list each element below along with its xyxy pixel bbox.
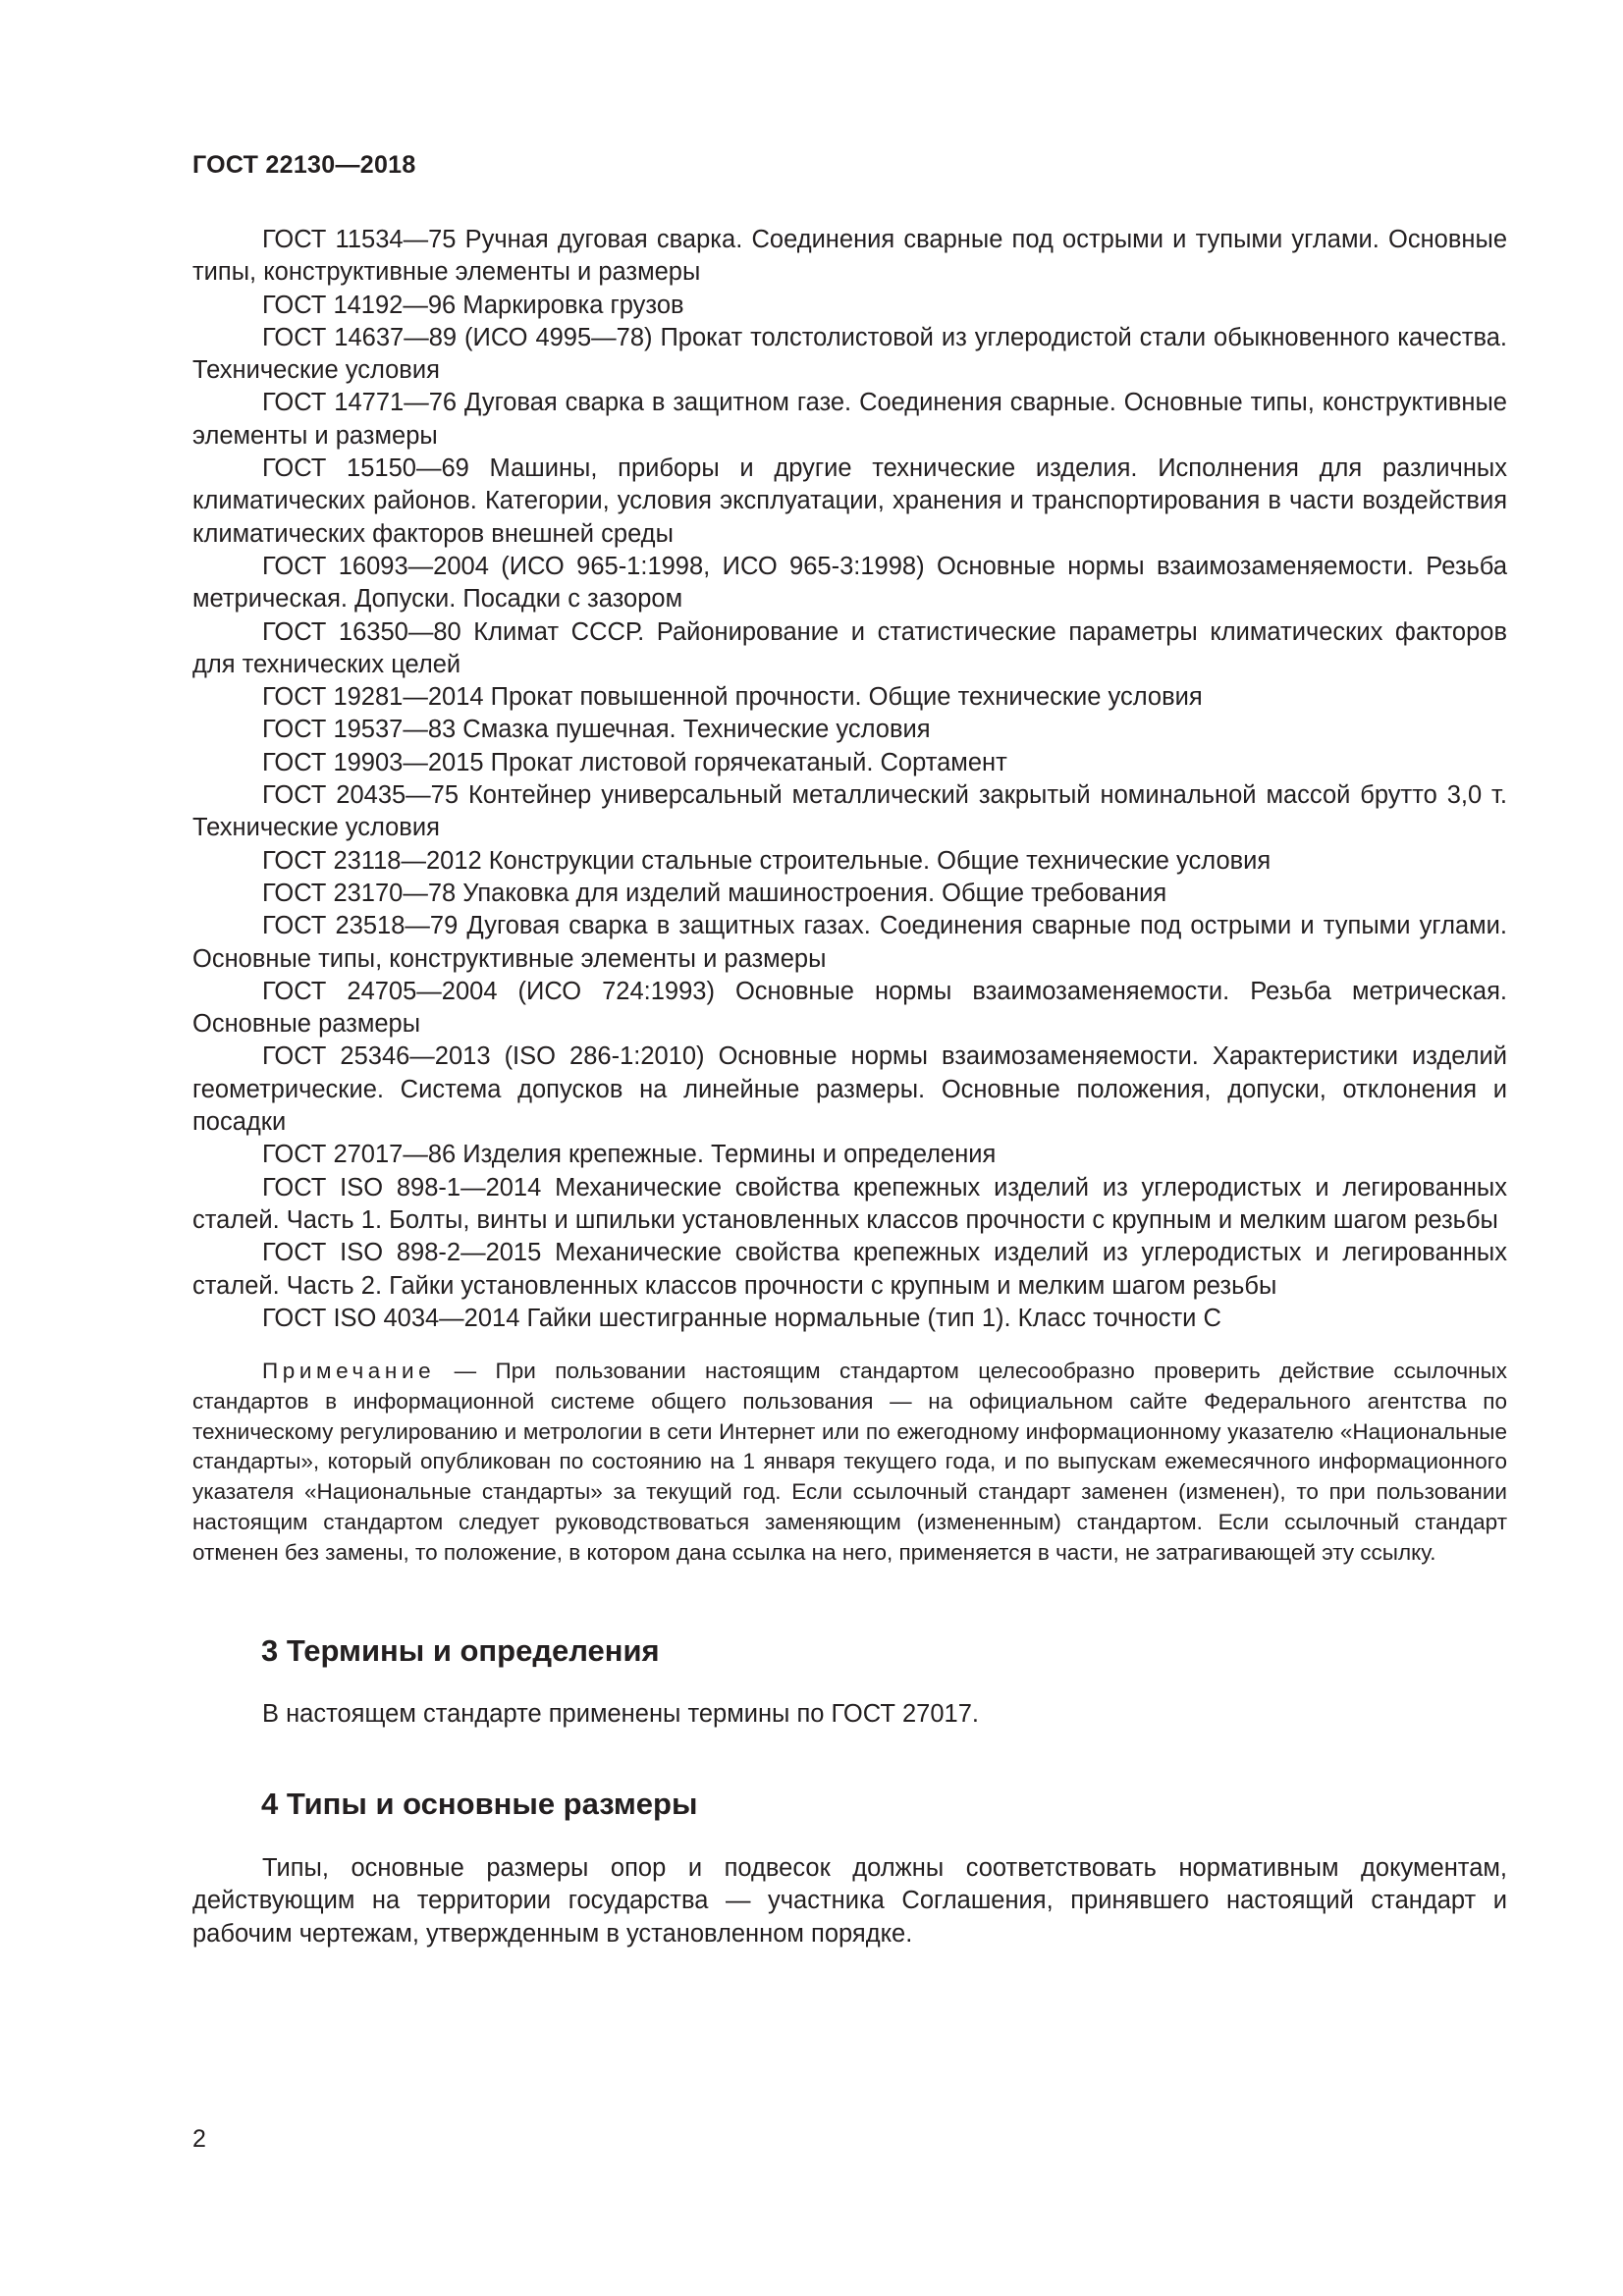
- note-label: Примечание: [262, 1359, 436, 1384]
- note-paragraph: [192, 1357, 1507, 1569]
- reference-item: ГОСТ ISO 898-2—2015 Механические свойства крепежных изделий из углеродистых и легированных сталей. Часть 2. Гайки установленных классов прочности с крупным и мелким шагом резьбы: [192, 1239, 1507, 1300]
- reference-item: ГОСТ ISO 898-1—2014 Механические свойства крепежных изделий из углеродистых и легированных сталей. Часть 1. Болты, винты и шпильки установленных классов прочности с крупным и мелким шагом резьбы: [192, 1173, 1507, 1234]
- section-4-heading: 4 Типы и основные размеры: [261, 1786, 698, 1821]
- section-4-text: Типы, основные размеры опор и подвесок должны соответствовать нормативным документам, действующим на территории государства — участника Соглашения, принявшего настоящий стандарт и рабочим чертежам, утвержденным в установленном порядке.: [192, 1853, 1507, 1948]
- reference-item: ГОСТ 11534—75 Ручная дуговая сварка. Соединения сварные под острыми и тупыми углами. Основные типы, конструктивные элементы и размеры: [192, 226, 1507, 287]
- note-text: — При пользовании настоящим стандартом целесообразно проверить действие ссылочных стандартов в информационной системе общего пользования — на официальном сайте Федерального агентства по техническому регулированию и метрологии в сети Интернет или по ежегодному информационному указателю «Национальные стандарты», который опубликован по состоянию на 1 января текущего года, и по выпускам ежемесячного информационного указателя «Национальные стандарты» за текущий год. Если ссылочный стандарт заменен (изменен), то при пользовании настоящим стандартом следует руководствоваться заменяющим (измененным) стандартом. Если ссылочный стандарт отменен без замены, то положение, в котором дана ссылка на него, применяется в части, не затрагивающей эту ссылку.: [192, 1359, 1507, 1565]
- section-3-heading: 3 Термины и определения: [261, 1632, 660, 1668]
- page-content: [192, 224, 1507, 1950]
- reference-item: ГОСТ 14637—89 (ИСО 4995—78) Прокат толстолистовой из углеродистой стали обыкновенного качества. Технические условия: [192, 323, 1507, 385]
- reference-item: ГОСТ 27017—86 Изделия крепежные. Термины и определения: [262, 1141, 997, 1169]
- normative-references-list: [192, 224, 1507, 1335]
- reference-item: ГОСТ 24705—2004 (ИСО 724:1993) Основные нормы взаимозаменяемости. Резьба метрическая. Основные размеры: [192, 977, 1507, 1039]
- reference-item: ГОСТ 19281—2014 Прокат повышенной прочности. Общие технические условия: [262, 683, 1203, 712]
- reference-item: ГОСТ 19903—2015 Прокат листовой горячекатаный. Сортамент: [262, 748, 1007, 776]
- page-number: 2: [192, 2125, 206, 2153]
- reference-item: ГОСТ 15150—69 Машины, приборы и другие технические изделия. Исполнения для различных климатических районов. Категории, условия эксплуатации, хранения и транспортирования в части воздействия климатических факторов внешней среды: [192, 454, 1507, 548]
- reference-item: ГОСТ 23118—2012 Конструкции стальные строительные. Общие технические условия: [262, 846, 1271, 875]
- reference-item: ГОСТ 14771—76 Дуговая сварка в защитном газе. Соединения сварные. Основные типы, конструктивные элементы и размеры: [192, 389, 1507, 450]
- section-3-text: В настоящем стандарте применены термины по ГОСТ 27017.: [262, 1699, 979, 1728]
- reference-item: ГОСТ 23170—78 Упаковка для изделий машиностроения. Общие требования: [262, 879, 1167, 907]
- running-header: ГОСТ 22130—2018: [192, 151, 416, 179]
- reference-item: ГОСТ 19537—83 Смазка пушечная. Технические условия: [262, 716, 931, 744]
- reference-item: ГОСТ ISO 4034—2014 Гайки шестигранные нормальные (тип 1). Класс точности С: [262, 1304, 1221, 1332]
- reference-item: ГОСТ 23518—79 Дуговая сварка в защитных газах. Соединения сварные под острыми и тупыми углами. Основные типы, конструктивные элементы и размеры: [192, 912, 1507, 973]
- reference-item: ГОСТ 16093—2004 (ИСО 965-1:1998, ИСО 965-3:1998) Основные нормы взаимозаменяемости. Резьба метрическая. Допуски. Посадки с зазором: [192, 552, 1507, 614]
- reference-item: ГОСТ 14192—96 Маркировка грузов: [262, 291, 684, 319]
- reference-item: ГОСТ 16350—80 Климат СССР. Районирование и статистические параметры климатических факторов для технических целей: [192, 617, 1507, 678]
- reference-item: ГОСТ 20435—75 Контейнер универсальный металлический закрытый номинальной массой брутто 3,0 т. Технические условия: [192, 781, 1507, 842]
- reference-item: ГОСТ 25346—2013 (ISO 286-1:2010) Основные нормы взаимозаменяемости. Характеристики изделий геометрические. Система допусков на линейные размеры. Основные положения, допуски, отклонения и посадки: [192, 1042, 1507, 1137]
